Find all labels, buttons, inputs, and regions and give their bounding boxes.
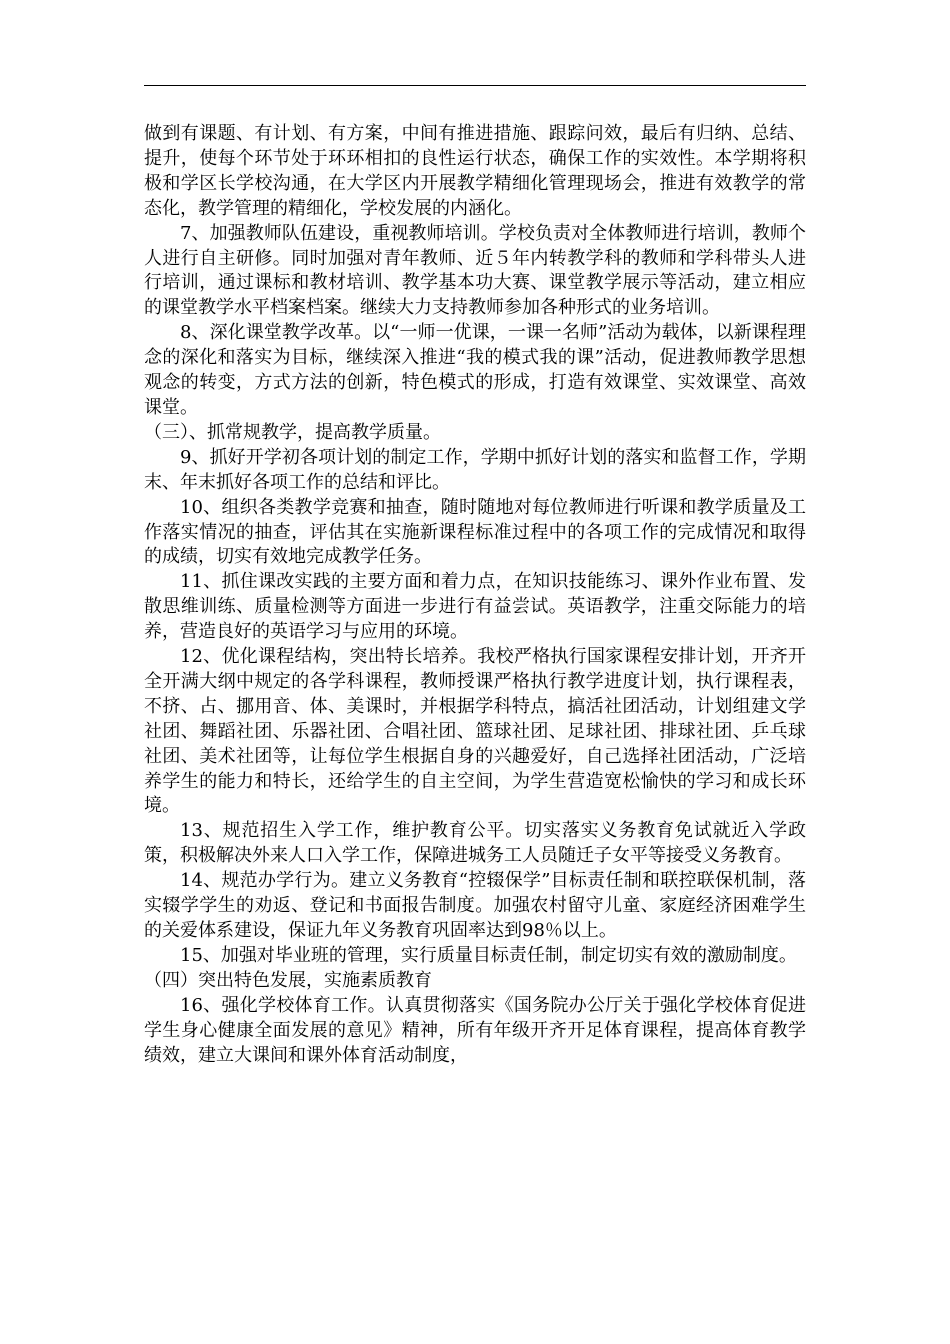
- paragraph-item-12: 12、优化课程结构，突出特长培养。我校严格执行国家课程安排计划，开齐开全开满大纲中规定的各学科课程，教师授课严格执行教学进度计划，执行课程表，不挤、占、挪用音、体、美课时，并根据学科特点，搞活社团活动，计划组建文学社团、舞蹈社团、乐器社团、合唱社团、篮球社团、足球社团、排球社团、乒乓球社团、美术社团等，让每位学生根据自身的兴趣爱好，自己选择社团活动，广泛培养学生的能力和特长，还给学生的自主空间，为学生营造宽松愉快的学习和成长环境。: [144, 646, 806, 817]
- paragraph-continuation: 做到有课题、有计划、有方案，中间有推进措施、跟踪问效，最后有归纳、总结、提升，使每个环节处于环环相扣的良性运行状态，确保工作的实效性。本学期将积极和学区长学校沟通，在大学区内开展教学精细化管理现场会，推进有效教学的常态化，教学管理的精细化，学校发展的内涵化。: [144, 123, 806, 219]
- paragraph-item-11: 11、抓住课改实践的主要方面和着力点，在知识技能练习、课外作业布置、发散思维训练、质量检测等方面进一步进行有益尝试。英语教学，注重交际能力的培养，营造良好的英语学习与应用的环境。: [144, 571, 806, 643]
- paragraph-item-9: 9、抓好开学初各项计划的制定工作，学期中抓好计划的落实和监督工作，学期末、年末抓好各项工作的总结和评比。: [144, 446, 806, 493]
- paragraph-item-13: 13、规范招生入学工作，维护教育公平。切实落实义务教育免试就近入学政策，积极解决外来人口入学工作，保障进城务工人员随迁子女平等接受义务教育。: [144, 820, 806, 867]
- section-heading-4: （四）突出特色发展，实施素质教育: [144, 969, 432, 991]
- paragraph-item-10: 10、组织各类教学竞赛和抽查，随时随地对每位教师进行听课和教学质量及工作落实情况的抽查，评估其在实施新课程标准过程中的各项工作的完成情况和取得的成绩，切实有效地完成教学任务。: [144, 496, 806, 568]
- paragraph-item-7: 7、加强教师队伍建设，重视教师培训。学校负责对全体教师进行培训，教师个人进行自主研修。同时加强对青年教师、近５年内转教学科的教师和学科带头人进行培训，通过课标和教材培训、教学基本功大赛、课堂教学展示等活动，建立相应的课堂教学水平档案档案。继续大力支持教师参加各种形式的业务培训。: [144, 222, 806, 319]
- paragraph-item-8: 8、深化课堂教学改革。以“一师一优课，一课一名师”活动为载体，以新课程理念的深化和落实为目标，继续深入推进“我的模式我的课”活动，促进教师教学思想观念的转变，方式方法的创新，特色模式的形成，打造有效课堂、实效课堂、高效课堂。: [144, 322, 806, 418]
- document-body: [144, 122, 806, 1068]
- section-heading-3: （三）、抓常规教学，提高教学质量。: [144, 421, 441, 443]
- paragraph-item-15: 15、加强对毕业班的管理，实行质量目标责任制，制定切实有效的激励制度。: [180, 944, 797, 966]
- paragraph-item-14: 14、规范办学行为。建立义务教育“控辍保学”目标责任制和联控联保机制，落实辍学学生的劝返、登记和书面报告制度。加强农村留守儿童、家庭经济困难学生的关爱体系建设，保证九年义务教育巩固率达到98％以上。: [144, 870, 806, 941]
- paragraph-item-16: 16、强化学校体育工作。认真贯彻落实《国务院办公厅关于强化学校体育促进学生身心健康全面发展的意见》精神，所有年级开齐开足体育课程，提高体育教学绩效，建立大课间和课外体育活动制度，: [144, 994, 806, 1066]
- header-rule: [144, 85, 806, 86]
